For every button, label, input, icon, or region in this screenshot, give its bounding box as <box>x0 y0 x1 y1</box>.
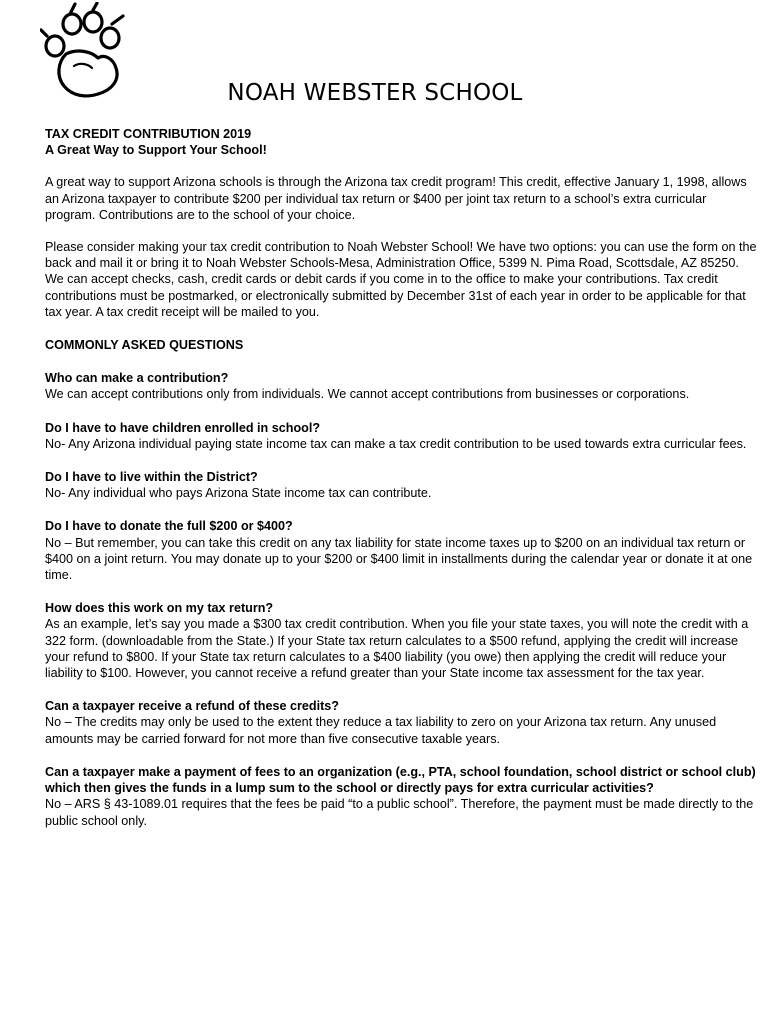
school-name: NOAH WEBSTER SCHOOL <box>227 80 523 106</box>
page-title: TAX CREDIT CONTRIBUTION 2019 <box>45 127 252 141</box>
page-subtitle: A Great Way to Support Your School! <box>45 143 267 158</box>
faq-answer: No- Any Arizona individual paying state income tax can make a tax credit contribution to be used towards extra curricular fees. <box>45 436 747 451</box>
faq-question: Who can make a contribution? <box>45 371 229 386</box>
faq-answer: No- Any individual who pays Arizona State income tax can contribute. <box>45 486 432 501</box>
faq-question: Can a taxpayer receive a refund of these credits? <box>45 699 339 714</box>
faq-answer: As an example, let’s say you made a $300 tax credit contribution. When you file your state taxes, you will note the credit with a 322 form. (downloadable from the State.) If your State tax return calculates to a $500 refund, applying the credit will increase your refund to $800. If your State tax return calculates to a $400 liability (you owe) then applying the credit will reduce your liability to $100. However, you cannot receive a refund greater than your State income tax assessment for the tax year. <box>45 617 749 681</box>
faq-heading: COMMONLY ASKED QUESTIONS <box>45 338 244 353</box>
faq-answer: We can accept contributions only from individuals. We cannot accept contributions from businesses or corporations. <box>45 387 690 402</box>
faq-question: Do I have to live within the District? <box>45 470 258 485</box>
intro-paragraph: A great way to support Arizona schools is through the Arizona tax credit program! This credit, effective January 1, 1998, allows an Arizona taxpayer to contribute $200 per individual tax return or $400 per joint tax return to a school’s extra curricular program. Contributions are to the school of your choice. <box>45 175 747 222</box>
document-body <box>45 126 759 829</box>
faq-question: Can a taxpayer make a payment of fees to an organization (e.g., PTA, school foundation, school district or school club) which then gives the funds in a lump sum to the school or directly pays for extra curricular activities? <box>45 764 756 796</box>
faq-answer: No – ARS § 43-1089.01 requires that the fees be paid “to a public school”. Therefore, the payment must be made directly to the public school only. <box>45 797 754 828</box>
intro-paragraph: Please consider making your tax credit contribution to Noah Webster School! We have two options: you can use the form on the back and mail it or bring it to Noah Webster Schools-Mesa, Administration Office, 5399 N. Pima Road, Scottsdale, AZ 85250. We can accept checks, cash, credit cards or debit cards if you come in to the office to make your contributions. Tax credit contributions must be postmarked, or electronically submitted by December 31st of each year in order to be applicable for that tax year. A tax credit receipt will be mailed to you. <box>45 240 757 319</box>
faq-question: Do I have to donate the full $200 or $400? <box>45 519 293 534</box>
faq-question: How does this work on my tax return? <box>45 601 274 616</box>
faq-answer: No – But remember, you can take this credit on any tax liability for state income taxes up to $200 on an individual tax return or $400 on a joint return. You may donate up to your $200 or $400 limit in installments during the calendar year or donate it at one time. <box>45 535 753 583</box>
faq-answer: No – The credits may only be used to the extent they reduce a tax liability to zero on your Arizona tax return. Any unused amounts may be carried forward for not more than five consecutive taxable years. <box>45 715 717 746</box>
faq-question: Do I have to have children enrolled in school? <box>45 420 321 435</box>
